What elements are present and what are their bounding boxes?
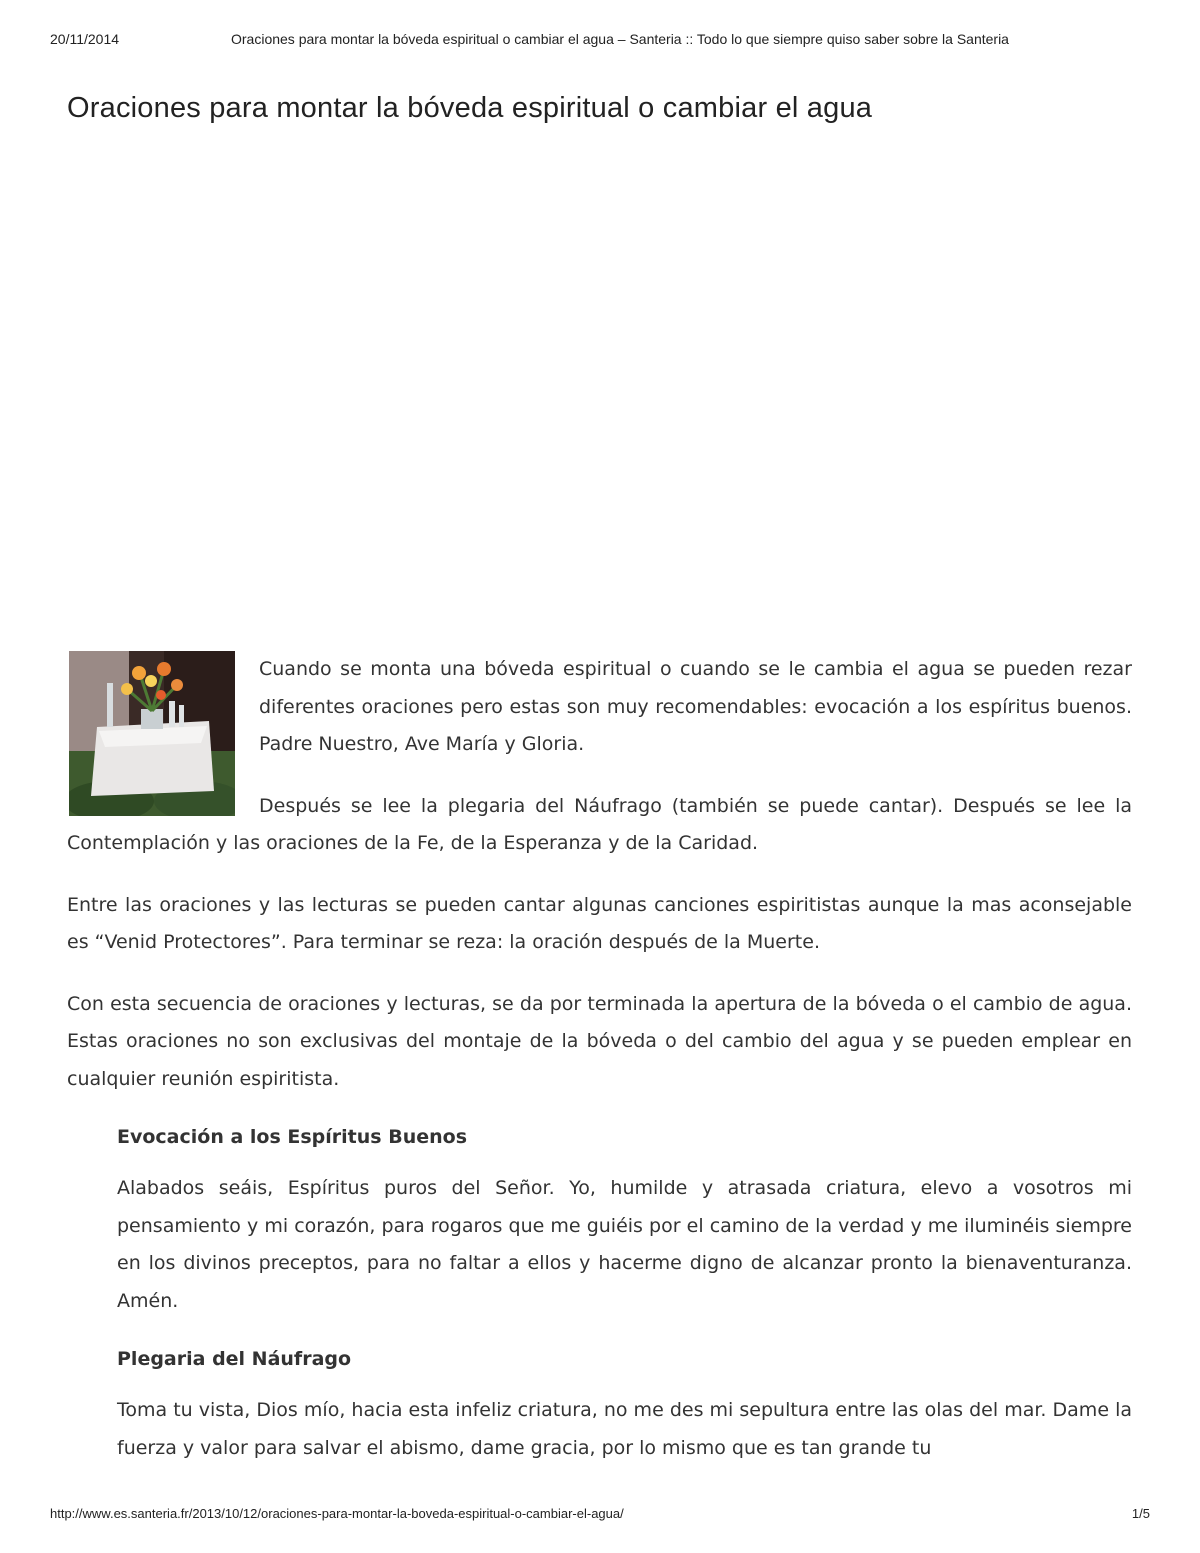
print-document-title: Oraciones para montar la bóveda espiritual o cambiar el agua – Santeria :: Todo lo que siempre quiso saber sobre la Santeria bbox=[231, 31, 1009, 47]
paragraph-naufrago: Después se lee la plegaria del Náufrago (también se puede cantar). Después se lee la Contemplación y las oraciones de la Fe, de la Esperanza y de la Caridad. bbox=[67, 794, 1132, 854]
prayer-heading: Plegaria del Náufrago bbox=[117, 1348, 352, 1370]
prayer-heading: Evocación a los Espíritus Buenos bbox=[117, 1126, 467, 1148]
print-date: 20/11/2014 bbox=[50, 31, 120, 47]
prayer-text: Toma tu vista, Dios mío, hacia esta infeliz criatura, no me des mi sepultura entre las olas del mar. Dame la fuerza y valor para salvar el abismo, dame gracia, por lo mismo que es tan grande tu bbox=[117, 1399, 1132, 1459]
article-title: Oraciones para montar la bóveda espiritual o cambiar el agua bbox=[67, 92, 873, 124]
print-url: http://www.es.santeria.fr/2013/10/12/oraciones-para-montar-la-boveda-espiritual-o-cambiar-el-agua/ bbox=[50, 1506, 624, 1521]
prayer-evocacion bbox=[117, 1122, 1132, 1320]
prayer-naufrago bbox=[117, 1344, 1132, 1467]
article-body bbox=[67, 651, 1132, 1491]
paragraph-intro: Cuando se monta una bóveda espiritual o cuando se le cambia el agua se pueden rezar diferentes oraciones pero estas son muy recomendables: evocación a los espíritus buenos. Padre Nuestro, Ave María y Gloria. bbox=[259, 658, 1132, 755]
paragraph-secuencia: Con esta secuencia de oraciones y lecturas, se da por terminada la apertura de la bóveda o el cambio de agua. Estas oraciones no son exclusivas del montaje de la bóveda o del cambio del agua y se pueden emplear en cualquier reunión espiritista. bbox=[67, 992, 1132, 1090]
print-footer bbox=[50, 1506, 1150, 1526]
print-header bbox=[50, 31, 1150, 51]
paragraph-canciones: Entre las oraciones y las lecturas se pueden cantar algunas canciones espiritistas aunque la mas aconsejable es “Venid Protectores”. Para terminar se reza: la oración después de la Muerte. bbox=[67, 893, 1132, 953]
page-number: 1/5 bbox=[1131, 1506, 1150, 1521]
prayer-text: Alabados seáis, Espíritus puros del Señor. Yo, humilde y atrasada criatura, elevo a vosotros mi pensamiento y mi corazón, para rogaros que me guiéis por el camino de la verdad y me iluminéis siempre en los divinos preceptos, para no faltar a ellos y hacerme digno de alcanzar pronto la bienaventuranza. Amén. bbox=[117, 1177, 1132, 1312]
altar-photo bbox=[69, 651, 235, 816]
